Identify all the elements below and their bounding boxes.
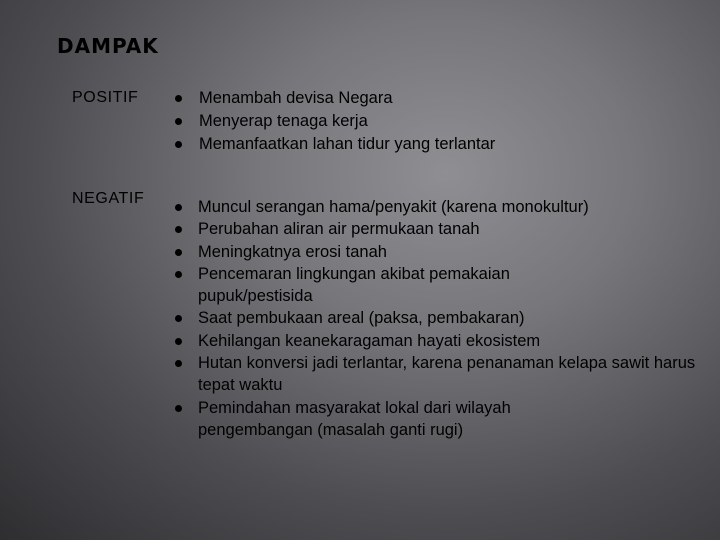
list-item-text: Kehilangan keanekaragaman hayati ekosistem bbox=[198, 331, 541, 350]
bullet-icon bbox=[175, 204, 182, 211]
negatif-label: NEGATIF bbox=[72, 190, 145, 207]
bullet-icon bbox=[175, 249, 182, 256]
list-item bbox=[173, 87, 495, 110]
list-item bbox=[173, 330, 720, 352]
bullet-icon bbox=[175, 118, 182, 125]
list-item bbox=[173, 241, 720, 263]
negatif-list bbox=[173, 196, 720, 441]
positif-label: POSITIF bbox=[72, 89, 139, 106]
list-item bbox=[173, 352, 720, 397]
list-item bbox=[173, 110, 495, 133]
list-item-text: Pencemaran lingkungan akibat pemakaian pupuk/pestisida bbox=[198, 264, 510, 306]
list-item-text: Hutan konversi jadi terlantar, karena penanaman kelapa sawit harus tepat waktu bbox=[198, 354, 696, 395]
bullet-icon bbox=[175, 141, 182, 148]
bullet-icon bbox=[175, 315, 182, 322]
bullet-icon bbox=[175, 338, 182, 345]
list-item bbox=[173, 218, 720, 240]
list-item-text: Saat pembukaan areal (paksa, pembakaran) bbox=[198, 309, 525, 328]
list-item-text: Meningkatnya erosi tanah bbox=[198, 242, 387, 261]
bullet-icon bbox=[175, 226, 182, 233]
bullet-icon bbox=[175, 405, 182, 412]
list-item bbox=[173, 196, 720, 218]
positif-list bbox=[173, 87, 495, 156]
slide-title: DAMPAK bbox=[57, 34, 159, 58]
list-item bbox=[173, 397, 608, 442]
bullet-icon bbox=[175, 271, 182, 278]
list-item bbox=[173, 133, 495, 156]
list-item bbox=[173, 307, 720, 329]
list-item-text: Menambah devisa Negara bbox=[199, 89, 393, 107]
list-item-text: Pemindahan masyarakat lokal dari wilayah pengembangan (masalah ganti rugi) bbox=[198, 398, 511, 439]
list-item-text: Muncul serangan hama/penyakit (karena monokultur) bbox=[198, 198, 589, 216]
list-item-text: Perubahan aliran air permukaan tanah bbox=[198, 220, 480, 239]
list-item-text: Memanfaatkan lahan tidur yang terlantar bbox=[199, 135, 496, 153]
list-item-text: Menyerap tenaga kerja bbox=[199, 112, 368, 130]
bullet-icon bbox=[175, 360, 182, 367]
bullet-icon bbox=[175, 95, 182, 102]
list-item bbox=[173, 263, 568, 308]
